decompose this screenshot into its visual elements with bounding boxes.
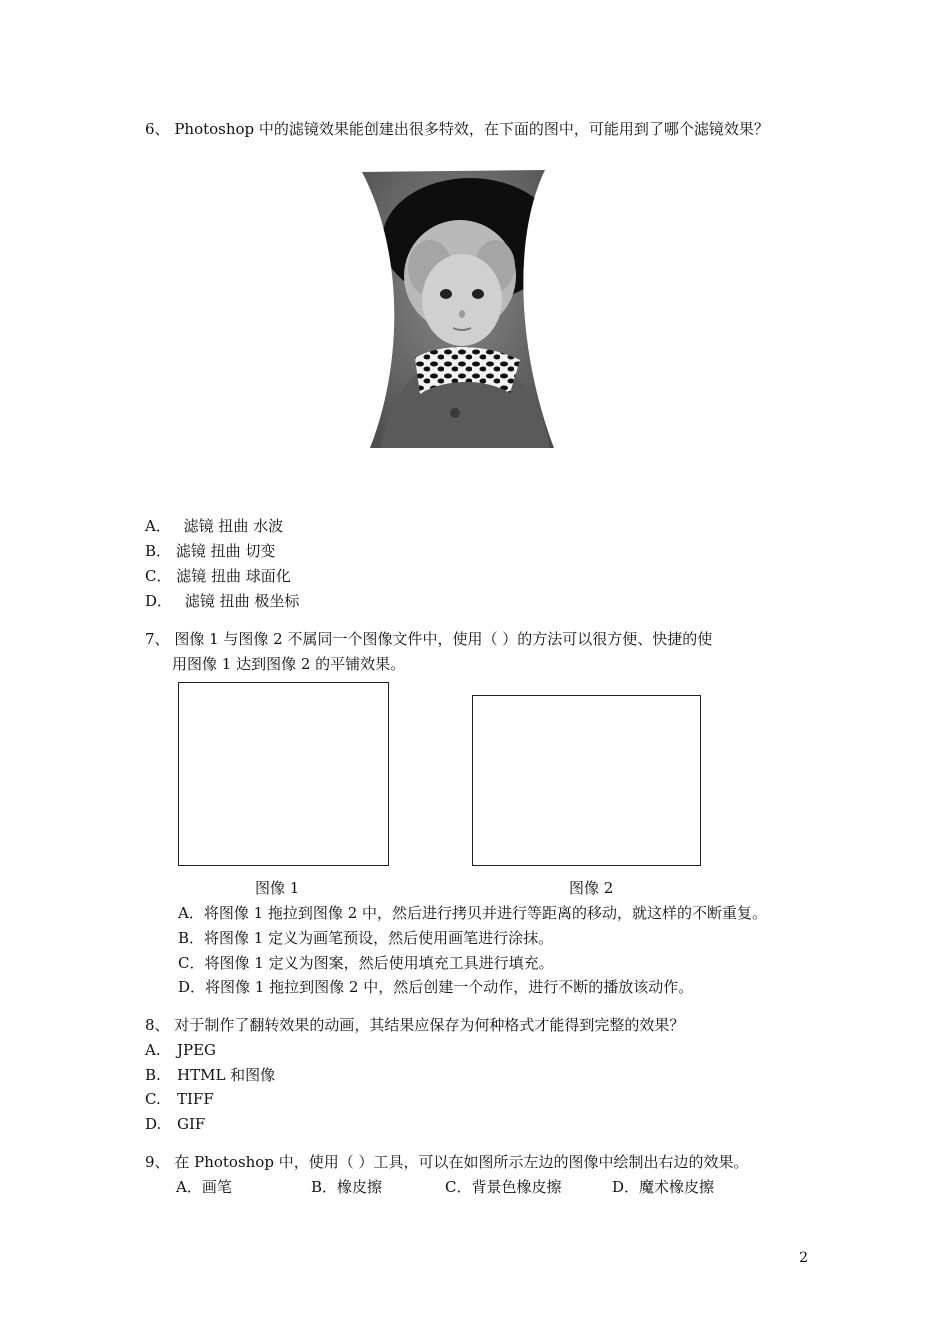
q9-option-a [176,1177,232,1197]
option-label: B． [178,929,205,947]
option-text: 橡皮擦 [337,1178,383,1196]
q9-option-d [612,1177,714,1197]
option-text: 将图像 1 拖拉到图像 2 中，然后进行拷贝并进行等距离的移动，就这样的不断重复。 [203,904,768,922]
option-label: A． [145,517,171,535]
question-text-line1: 图像 1 与图像 2 不属同一个图像文件中，使用（ ）的方法可以很方便、快捷的使 [174,630,713,648]
q6-option-a [145,516,283,536]
option-text: 背景色橡皮擦 [471,1178,562,1196]
question-9 [145,1152,748,1172]
option-label: C． [178,954,205,972]
option-label: D． [178,978,206,996]
question-text: Photoshop 中的滤镜效果能创建出很多特效，在下面的图中，可能用到了哪个滤镜效果？ [174,120,769,138]
filtered-child-photo [360,168,555,450]
option-label: D. [145,1115,162,1133]
question-text: 在 Photoshop 中，使用（ ）工具，可以在如图所示左边的图像中绘制出右边的效果。 [174,1153,749,1171]
question-number: 9、 [145,1153,170,1171]
option-text: 将图像 1 定义为画笔预设，然后使用画笔进行涂抹。 [204,929,554,947]
option-label: A． [178,904,204,922]
option-text: 滤镜 扭曲 极坐标 [184,592,300,610]
q8-option-a [145,1040,216,1060]
q6-option-c [145,566,291,586]
image-1-box [178,682,389,866]
option-label: B. [145,1066,161,1084]
option-label: A. [145,1041,161,1059]
q6-option-b [145,541,275,561]
q7-option-d [178,977,693,997]
image-2-caption: 图像 2 [569,879,614,897]
option-text: JPEG [177,1041,217,1059]
option-label: C． [145,567,172,585]
option-label: A． [176,1178,202,1196]
option-label: B． [311,1178,338,1196]
q8-option-d [145,1114,205,1134]
option-text: HTML 和图像 [177,1066,276,1084]
option-text: 滤镜 扭曲 水波 [183,517,284,535]
option-text: 画笔 [201,1178,232,1196]
q9-option-c [445,1177,562,1197]
question-7 [145,629,712,649]
q7-option-b [178,928,553,948]
question-number: 6、 [145,120,170,138]
option-label: B． [145,542,172,560]
question-6 [145,119,769,139]
option-text: 滤镜 扭曲 切变 [175,542,276,560]
question-number: 7、 [145,630,170,648]
q8-option-c [145,1089,214,1109]
page-number: 2 [799,1250,808,1266]
q6-option-d [145,591,299,611]
option-text: 将图像 1 定义为图案，然后使用填充工具进行填充。 [204,954,554,972]
option-text: GIF [177,1115,206,1133]
image-1-caption: 图像 1 [255,879,300,897]
q8-option-b [145,1065,275,1085]
q7-option-a [178,903,767,923]
question-7-line2: 用图像 1 达到图像 2 的平铺效果。 [172,655,406,673]
option-text: 滤镜 扭曲 球面化 [176,567,291,585]
option-text: TIFF [177,1090,214,1108]
option-label: C． [445,1178,472,1196]
question-text: 对于制作了翻转效果的动画，其结果应保存为何种格式才能得到完整的效果？ [174,1016,685,1034]
question-number: 8、 [145,1016,170,1034]
option-text: 将图像 1 拖拉到图像 2 中，然后创建一个动作，进行不断的播放该动作。 [205,978,694,996]
q7-option-c [178,953,554,973]
question-8 [145,1015,684,1035]
option-label: D． [145,592,173,610]
option-label: C. [145,1090,161,1108]
image-2-box [472,695,701,866]
option-text: 魔术橡皮擦 [639,1178,715,1196]
option-label: D． [612,1178,640,1196]
q9-option-b [311,1177,382,1197]
